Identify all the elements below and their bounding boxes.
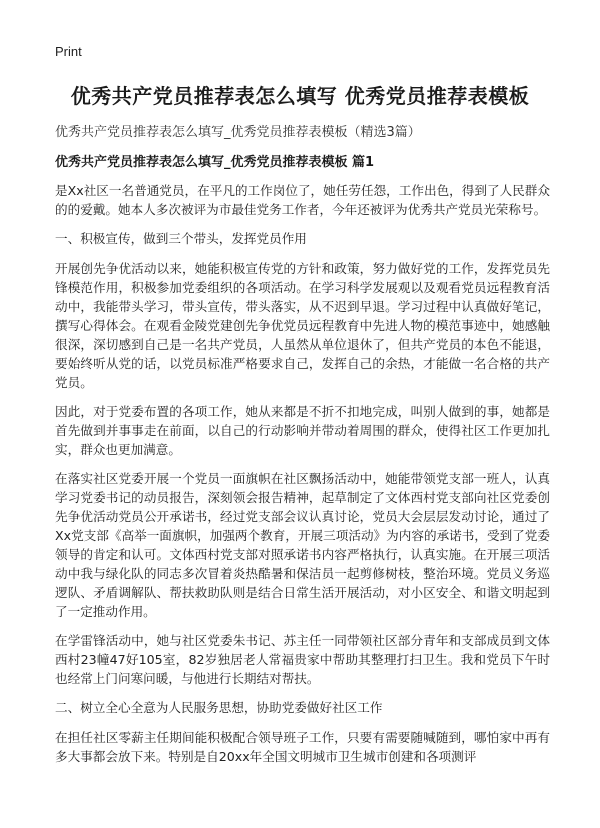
paragraph-leifeng: 在学雷锋活动中，她与社区党委朱书记、苏主任一同带领社区部分青年和支部成员到文体西村23幢47好105室，82岁独居老人常福贵家中帮助其整理打扫卫生。我和党员下午时也经常上门问寒问暖，与他进行长期结对帮扶。 (55, 633, 550, 686)
paragraph-propaganda: 开展创先争优活动以来，她能积极宣传党的方针和政策，努力做好党的工作，发挥党员先锋模范作用，积极参加党委组织的各项活动。在学习科学发展观以及观看党员远程教育活动中，我能带头学习，带头宣传，带头落实，从不迟到早退。学习过程中认真做好笔记，撰写心得体会。在观看金陵党建创先争优党员远程教育中先进人物的模范事迹中，她感触很深，深切感到自己是一名共产党员，人虽然从单位退休了，但共产党员的本色不能退，要始终听从党的话，以党员标准严格要求自己，发挥自己的余热，才能做一名合格的共产党员。 (55, 261, 550, 390)
page-title: 优秀共产党员推荐表怎么填写 优秀党员推荐表模板 (70, 84, 530, 108)
paragraph-service: 在担任社区零薪主任期间能积极配合领导班子工作，只要有需要随喊随到，哪怕家中再有多大事都会放下来。特别是自20xx年全国文明城市卫生城市创建和各项测评 (55, 730, 550, 764)
heading-one: 一、积极宣传，做到三个带头，发挥党员作用 (55, 231, 307, 246)
section-title: 优秀共产党员推荐表怎么填写_优秀党员推荐表模板 篇1 (55, 155, 375, 170)
paragraph-tasks: 因此，对于党委布置的各项工作，她从来都是不折不扣地完成，叫别人做到的事，她都是首先做到并事事走在前面，以自己的行动影响并带动着周围的群众，使得社区工作更加扎实，群众也更加满意。 (55, 404, 550, 457)
paragraph-pledge: 在落实社区党委开展一个党员一面旗帜在社区飘扬活动中，她能带领党支部一班人，认真学习党委书记的动员报告，深刻领会报告精神，起草制定了文体西村党支部向社区党委创先争优活动党员公开承诺书，经过党支部会议认真讨论，党员大会层层发动讨论，通过了Xx党支部《高举一面旗帜，加强两个教育，开展三项活动》为内容的承诺书，受到了党委领导的肯定和认可。文体西村党支部对照承诺书内容严格执行，认真实施。在开展三项活动中我与绿化队的同志多次冒着炎热酷暑和保洁员一起剪修树枝，整治环境。党员义务巡逻队、矛盾调解队、帮扶救助队则是结合日常生活开展活动，对小区安全、和谐文明起到了一定推动作用。 (55, 471, 550, 619)
heading-two: 二、树立全心全意为人民服务思想，协助党委做好社区工作 (55, 700, 383, 715)
document-subtitle: 优秀共产党员推荐表怎么填写_优秀党员推荐表模板（精选3篇） (55, 125, 421, 140)
paragraph-intro: 是Xx社区一名普通党员，在平凡的工作岗位了，她任劳任怨，工作出色，得到了人民群众的的爱戴。她本人多次被评为市最佳党务工作者，今年还被评为优秀共产党员光荣称号。 (55, 183, 550, 217)
document-body (55, 181, 550, 776)
print-label[interactable]: Print (55, 44, 82, 59)
